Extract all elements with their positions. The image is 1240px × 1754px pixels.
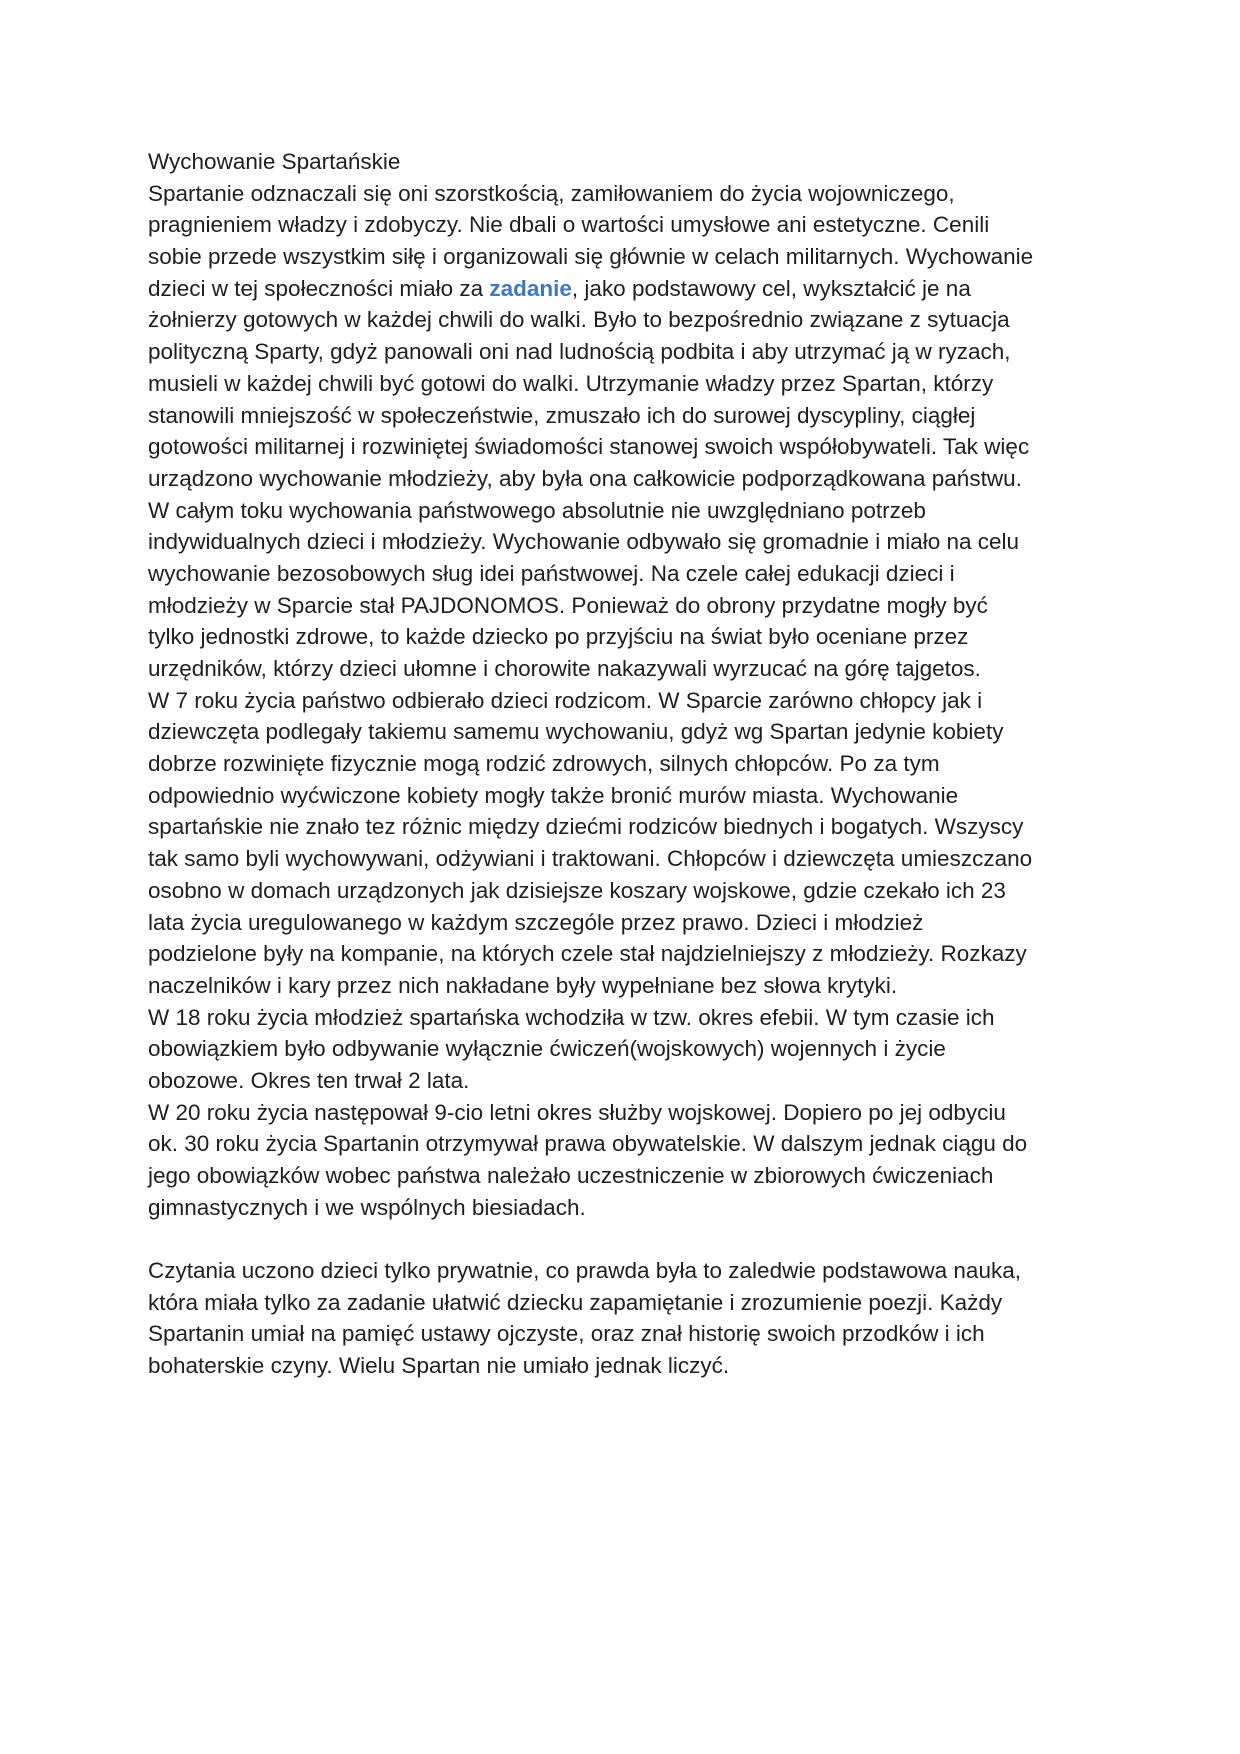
- text-line: tylko jednostki zdrowe, to każde dziecko po przyjściu na świat było oceniane przez: [148, 624, 969, 650]
- text-line: dobrze rozwinięte fizycznie mogą rodzić zdrowych, silnych chłopców. Po za tym: [148, 751, 940, 777]
- text-line: obozowe. Okres ten trwał 2 lata.: [148, 1067, 470, 1093]
- paragraph-reading: [148, 1255, 1093, 1382]
- text-line: W 18 roku życia młodzież spartańska wchodziła w tzw. okres efebii. W tym czasie ich: [148, 1004, 995, 1030]
- text-line: gimnastycznych i we wspólnych biesiadach.: [148, 1194, 586, 1220]
- text-line: polityczną Sparty, gdyż panowali oni nad ludnością podbita i aby utrzymać ją w ryzach,: [148, 339, 1011, 365]
- text-line: żołnierzy gotowych w każdej chwili do walki. Było to bezpośrednio związane z sytuacja: [148, 307, 1010, 333]
- text-line: W 7 roku życia państwo odbierało dzieci rodzicom. W Sparcie zarówno chłopcy jak i: [148, 687, 983, 713]
- text-line: jego obowiązków wobec państwa należało uczestniczenie w zbiorowych ćwiczeniach: [148, 1163, 994, 1188]
- text-line: indywidualnych dzieci i młodzieży. Wychowanie odbywało się gromadnie i miało na celu: [148, 529, 1020, 555]
- text-segment: , jako podstawowy cel, wykształcić je na: [571, 275, 971, 301]
- document-title: Wychowanie Spartańskie: [148, 149, 401, 174]
- text-line: Spartanin umiał na pamięć ustawy ojczyste, oraz znał historię swoich przodków i ich: [148, 1321, 985, 1347]
- text-line: obowiązkiem było odbywanie wyłącznie ćwiczeń(wojskowych) wojennych i życie: [148, 1036, 946, 1062]
- text-line: sobie przede wszystkim siłę i organizowali się głównie w celach militarnych. Wychowanie: [148, 244, 1034, 270]
- paragraph-age-eighteen: [148, 1002, 1093, 1097]
- text-line: podzielone były na kompanie, na których czele stał najdzielniejszy z młodzieży. Rozkazy: [148, 941, 1027, 967]
- text-line: musieli w każdej chwili być gotowi do walki. Utrzymanie władzy przez Spartan, którzy: [148, 370, 994, 396]
- text-line: urządzono wychowanie młodzieży, aby była ona całkowicie podporządkowana państwu.: [148, 465, 1022, 491]
- text-line: dziewczęta podlegały takiemu samemu wychowaniu, gdyż wg Spartan jedynie kobiety: [148, 719, 1004, 745]
- text-line: stanowili mniejszość w społeczeństwie, zmuszało ich do surowej dyscypliny, ciągłej: [148, 402, 976, 428]
- text-line: bohaterskie czyny. Wielu Spartan nie umiało jednak liczyć.: [148, 1353, 730, 1379]
- paragraph-spacer: [148, 1223, 1093, 1255]
- text-line: gotowości militarnej i rozwiniętej świadomości stanowej swoich współobywateli. Tak więc: [148, 434, 1030, 460]
- paragraph-age-twenty: [148, 1097, 1093, 1224]
- document-body: [148, 146, 1093, 1382]
- text-line: tak samo byli wychowywani, odżywiani i traktowani. Chłopców i dziewczęta umieszczano: [148, 846, 1033, 872]
- text-line: wychowanie bezosobowych sług idei państwowej. Na czele całej edukacji dzieci i: [148, 560, 955, 586]
- paragraph-upbringing-intro: [148, 178, 1093, 685]
- text-line: W 20 roku życia następował 9-cio letni okres służby wojskowej. Dopiero po jej odbyciu: [148, 1099, 1006, 1125]
- paragraph-age-seven: [148, 685, 1093, 1002]
- text-line: młodzieży w Sparcie stał PAJDONOMOS. Ponieważ do obrony przydatne mogły być: [148, 592, 988, 618]
- text-line: Czytania uczono dzieci tylko prywatnie, co prawda była to zaledwie podstawowa nauka,: [148, 1258, 1021, 1284]
- text-line: odpowiednio wyćwiczone kobiety mogły także bronić murów miasta. Wychowanie: [148, 782, 959, 808]
- text-line: osobno w domach urządzonych jak dzisiejsze koszary wojskowe, gdzie czekało ich 23: [148, 877, 1006, 903]
- text-line: lata życia uregulowanego w każdym szczególe przez prawo. Dzieci i młodzież: [148, 909, 924, 935]
- text-line: pragnieniem władzy i zdobyczy. Nie dbali o wartości umysłowe ani estetyczne. Cenili: [148, 212, 990, 238]
- text-line: urzędników, którzy dzieci ułomne i chorowite nakazywali wyrzucać na górę tajgetos.: [148, 656, 981, 681]
- text-line: ok. 30 roku życia Spartanin otrzymywał prawa obywatelskie. W dalszym jednak ciągu do: [148, 1131, 1028, 1157]
- zadanie-link[interactable]: zadanie: [489, 275, 572, 301]
- text-line: naczelników i kary przez nich nakładane były wypełniane bez słowa krytyki.: [148, 972, 898, 998]
- text-line: W całym toku wychowania państwowego absolutnie nie uwzględniano potrzeb: [148, 497, 926, 523]
- text-line: spartańskie nie znało tez różnic między dziećmi rodziców biednych i bogatych. Wszyscy: [148, 814, 1024, 840]
- text-line: Spartanie odznaczali się oni szorstkością, zamiłowaniem do życia wojowniczego,: [148, 180, 955, 206]
- text-line: która miała tylko za zadanie ułatwić dziecku zapamiętanie i zrozumienie poezji. Każdy: [148, 1289, 1003, 1315]
- text-segment: dzieci w tej społeczności miało za: [148, 275, 490, 301]
- text-line-with-link: [148, 273, 1093, 305]
